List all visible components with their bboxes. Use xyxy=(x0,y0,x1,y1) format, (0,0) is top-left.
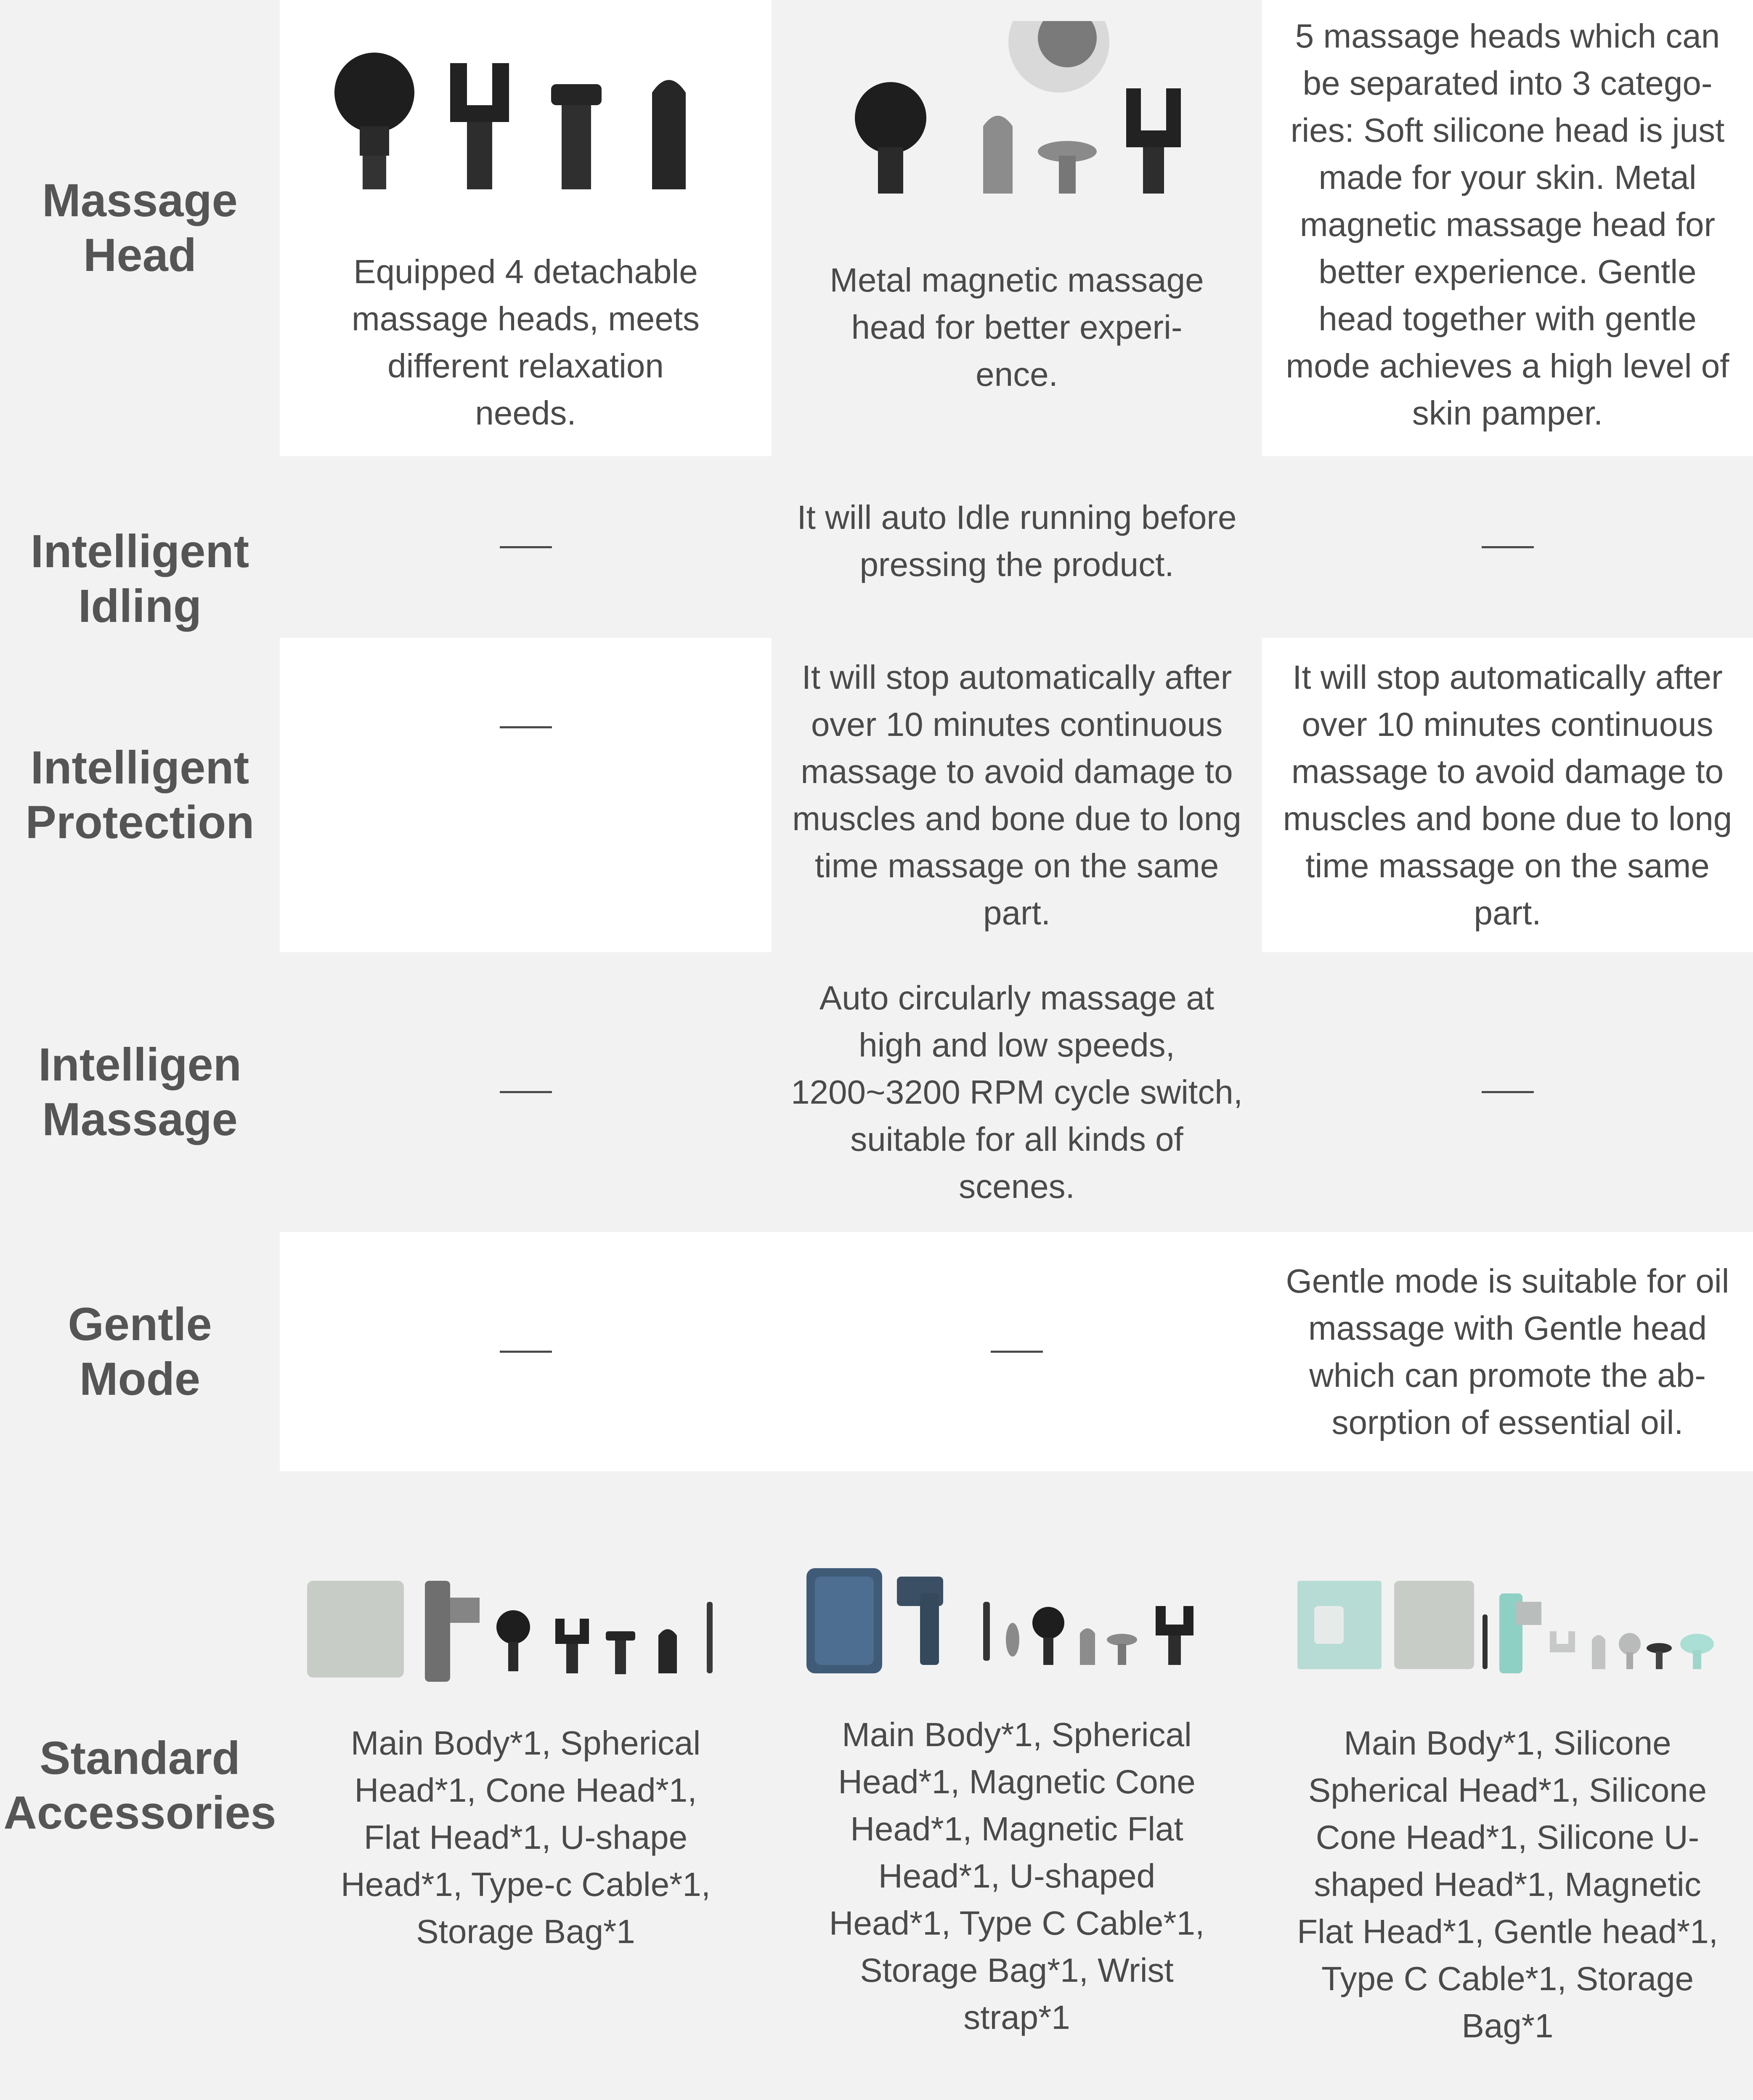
cell-massage-head-3 xyxy=(1262,0,1753,456)
row-label: Massage Head xyxy=(42,175,238,281)
not-available-dash xyxy=(991,1351,1043,1353)
cell-text: Main Body*1, Silicone Spherical Head*1, Silicone Cone Head*1, Silicone U-shaped Head*1, Magnetic Flat Head*1, Gentle head*1, Type C Cable*1, Storage Bag*1 xyxy=(1297,1724,1718,2044)
cell-text: Metal magnetic massage head for better experi- ence. xyxy=(830,261,1204,393)
not-available-dash xyxy=(500,726,552,728)
cell-text: Main Body*1, Spherical Head*1, Magnetic Cone Head*1, Magnetic Flat Head*1, U-shaped Head*1, Type C Cable*1, Storage Bag*1, Wrist strap*1 xyxy=(829,1716,1205,2036)
cell-text: It will stop automatically after over 10 minutes continuous massage to avoid damage to muscles and bone due to long time massage on the same part. xyxy=(1283,658,1732,932)
cell-text: It will stop automatically after over 10 minutes continuous massage to avoid damage to muscles and bone due to long time massage on the same part. xyxy=(792,658,1241,932)
cell-intelligent-idling-2 xyxy=(772,456,1262,638)
cell-text: 5 massage heads which can be separated into 3 catego- ries: Soft silicone head is just made for your skin. Metal magnetic massage head for better experience. Gentle head together with gentle mode achieves a high level of skin pamper. xyxy=(1286,17,1729,432)
cell-massage-head-2 xyxy=(772,0,1262,456)
row-label: Intelligen Massage xyxy=(38,1038,241,1145)
not-available-dash xyxy=(1482,1091,1534,1093)
massage-heads-set-2-image xyxy=(790,0,1244,227)
cell-intelligent-protection-3 xyxy=(1262,638,1753,952)
cell-text: Main Body*1, Spherical Head*1, Cone Head*1, Flat Head*1, U-shape Head*1, Type-c Cable*1, Storage Bag*1 xyxy=(340,1724,711,1950)
cell-intelligent-idling-3 xyxy=(1262,456,1753,638)
cell-gentle-mode-2 xyxy=(772,1232,1262,1471)
row-label-intelligen-massage xyxy=(0,952,280,1232)
cell-massage-head-1 xyxy=(280,0,772,456)
row-label-gentle-mode xyxy=(0,1232,280,1471)
cell-intelligent-protection-1 xyxy=(280,638,772,952)
cell-standard-accessories-2 xyxy=(772,1471,1262,2100)
row-label: Intelligent Protection xyxy=(25,741,255,848)
cell-gentle-mode-1 xyxy=(280,1232,772,1471)
row-label-massage-head xyxy=(0,0,280,456)
cell-intelligen-massage-1 xyxy=(280,952,772,1232)
cell-standard-accessories-3 xyxy=(1262,1471,1753,2100)
cell-standard-accessories-1 xyxy=(280,1471,772,2100)
cell-intelligent-protection-2 xyxy=(772,638,1262,952)
not-available-dash xyxy=(500,1351,552,1353)
accessories-set-2-image xyxy=(790,1560,1244,1686)
cell-text: Gentle mode is suitable for oil massage with Gentle head which can promote the ab- sorption of essential oil. xyxy=(1286,1262,1729,1441)
not-available-dash xyxy=(500,546,552,548)
accessories-set-3-image xyxy=(1281,1568,1734,1694)
cell-text: It will auto Idle running before pressing the product. xyxy=(797,499,1237,583)
row-label: Gentle Mode xyxy=(68,1298,212,1405)
not-available-dash xyxy=(1482,546,1534,548)
not-available-dash xyxy=(500,1091,552,1093)
cell-intelligent-idling-1 xyxy=(280,456,772,638)
row-label-intelligent-idling xyxy=(0,456,280,638)
row-label-intelligent-protection xyxy=(0,638,280,952)
cell-text: Equipped 4 detachable massage heads, meets different relaxation needs. xyxy=(351,253,700,432)
cell-text: Auto circularly massage at high and low speeds, 1200~3200 RPM cycle switch, suitable for all kinds of scenes. xyxy=(791,979,1243,1205)
accessories-set-1-image xyxy=(298,1568,753,1694)
cell-intelligen-massage-3 xyxy=(1262,952,1753,1232)
row-label-standard-accessories xyxy=(0,1471,280,2100)
row-label: Intelligent Idling xyxy=(30,526,249,632)
row-label: Standard Accessories xyxy=(3,1732,276,1839)
cell-intelligen-massage-2 xyxy=(772,952,1262,1232)
massage-heads-set-1-image xyxy=(298,13,753,231)
cell-gentle-mode-3 xyxy=(1262,1232,1753,1471)
